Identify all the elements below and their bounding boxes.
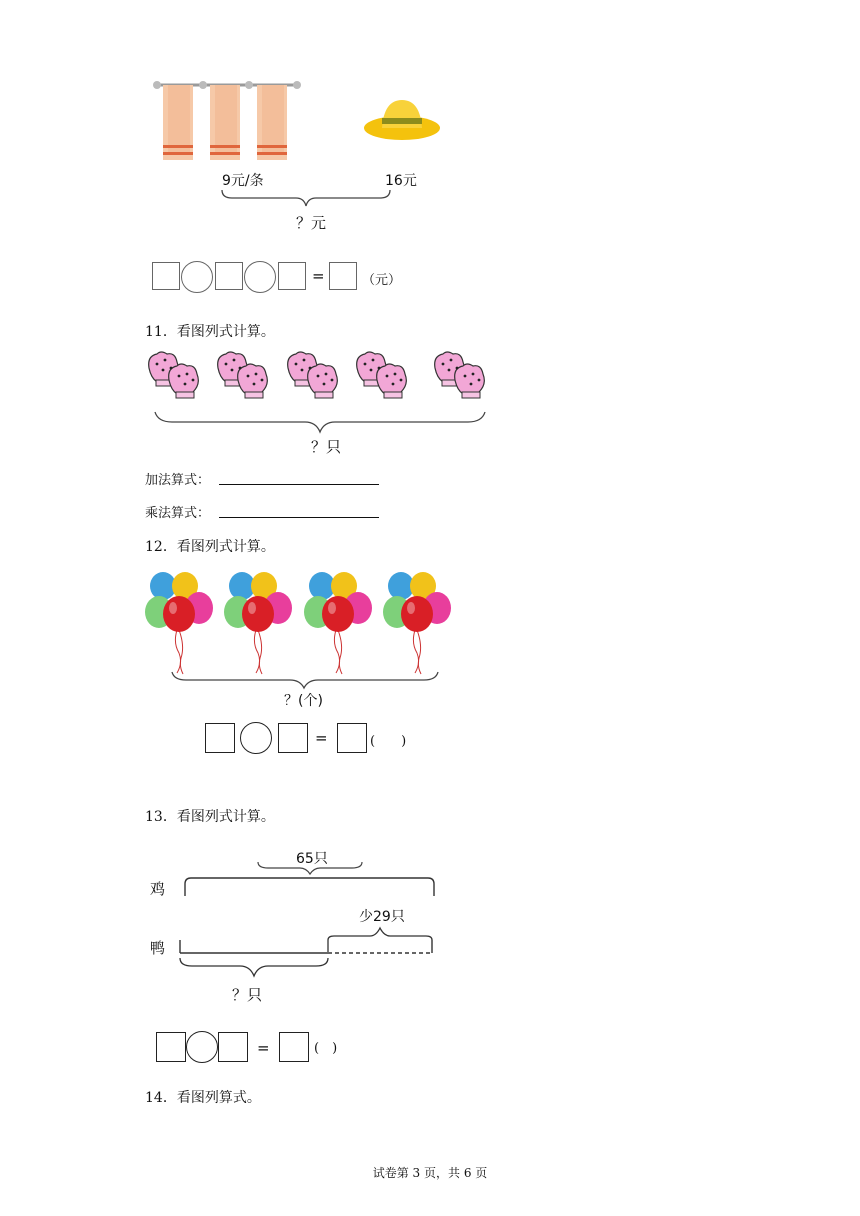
operator-circle[interactable] (244, 261, 276, 293)
towel-price-label: 9元/条 (222, 173, 264, 189)
hat-price-label: 16元 (385, 173, 417, 189)
question-14-title: 14．看图列算式。 (145, 1090, 261, 1106)
result-box[interactable] (329, 262, 357, 290)
multiplication-label: 乘法算式： (145, 506, 211, 521)
answer-box[interactable] (205, 723, 235, 753)
addition-answer-line[interactable] (219, 484, 379, 485)
page-footer: 试卷第 3 页，共 6 页 (372, 1166, 488, 1180)
fewer-label: 少29只 (359, 909, 405, 925)
result-box[interactable] (279, 1032, 309, 1062)
answer-box[interactable] (278, 262, 306, 290)
balloons-image (0, 560, 860, 710)
towels-and-hat-image (0, 0, 860, 240)
equals-sign: = (257, 1039, 270, 1057)
question-label: ？元 (296, 214, 327, 232)
answer-box[interactable] (156, 1032, 186, 1062)
towel-1 (163, 85, 193, 160)
gloves-image (0, 340, 860, 480)
answer-box[interactable] (278, 723, 308, 753)
question-12-title: 12．看图列式计算。 (145, 539, 275, 555)
unit-label: ( ) (314, 1041, 338, 1056)
unit-label: ( ) (370, 734, 407, 749)
answer-box[interactable] (215, 262, 243, 290)
addition-label: 加法算式： (145, 473, 211, 488)
result-box[interactable] (337, 723, 367, 753)
hat-icon (364, 100, 440, 140)
multiplication-answer-line[interactable] (219, 517, 379, 518)
question-label: ？(个) (284, 693, 323, 709)
answer-box[interactable] (218, 1032, 248, 1062)
question-label: ？只 (311, 438, 342, 456)
equals-sign: = (312, 267, 325, 285)
duck-label: 鸭 (150, 939, 166, 957)
answer-box[interactable] (152, 262, 180, 290)
chicken-count-label: 65只 (296, 851, 328, 867)
equals-sign: = (315, 729, 328, 747)
chicken-label: 鸡 (150, 880, 166, 898)
operator-circle[interactable] (181, 261, 213, 293)
operator-circle[interactable] (186, 1031, 218, 1063)
question-13-title: 13．看图列式计算。 (145, 809, 275, 825)
unit-label: （元） (362, 273, 402, 288)
towel-2 (210, 85, 240, 160)
question-label: ？只 (232, 986, 263, 1004)
towel-3 (257, 85, 287, 160)
operator-circle[interactable] (240, 722, 272, 754)
question-11-title: 11．看图列式计算。 (145, 324, 275, 340)
line-segment-diagram (0, 840, 860, 1000)
